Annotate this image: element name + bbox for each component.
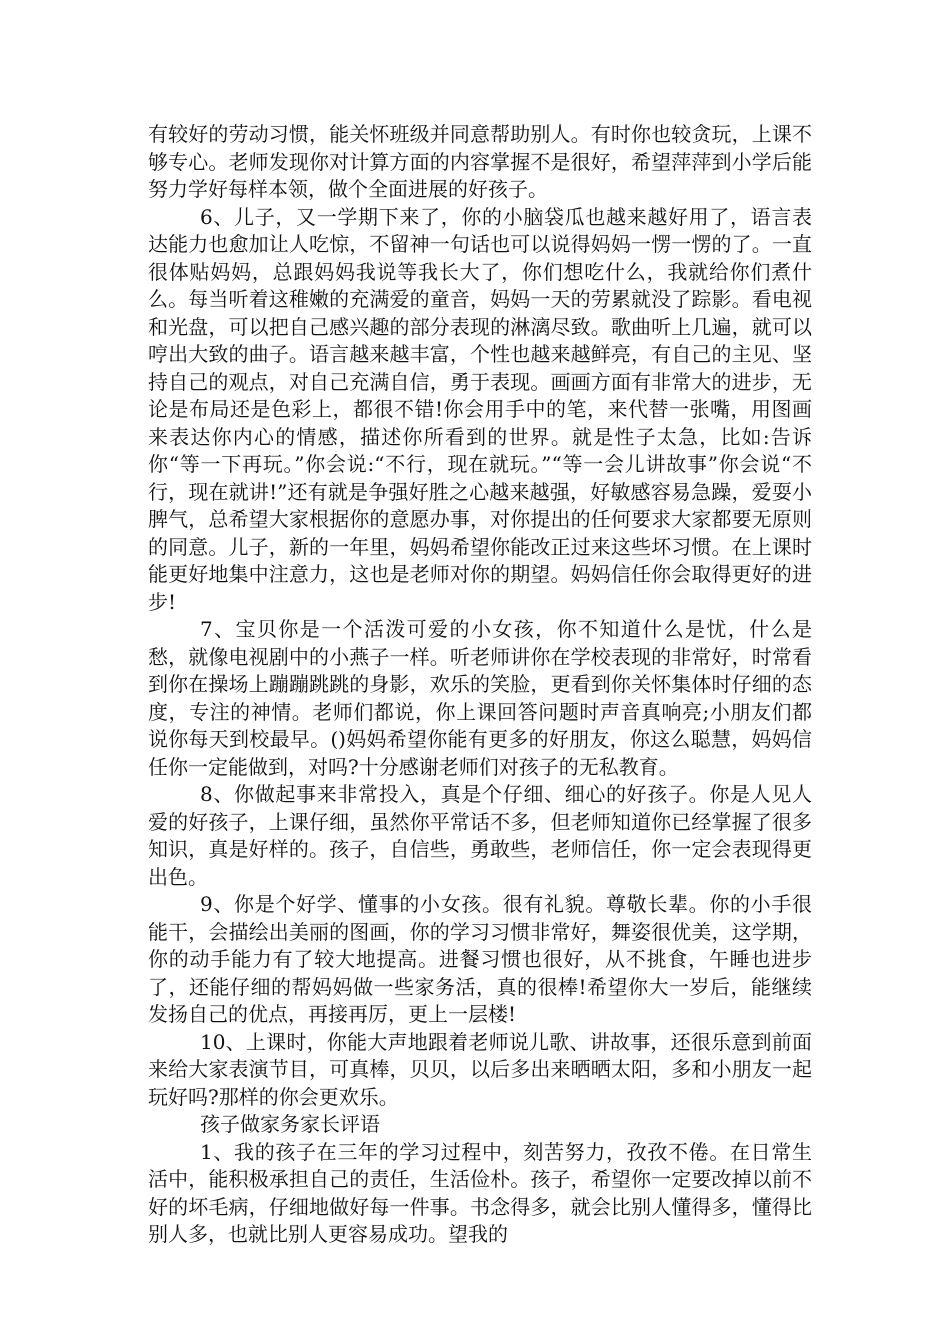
paragraph-continuation: 有较好的劳动习惯，能关怀班级并同意帮助别人。有时你也较贪玩，上课不够专心。老师发现你对计算方面的内容掌握不是很好，希望萍萍到小学后能努力学好每样本领，做个全面进展的好孩子。 <box>148 122 812 201</box>
paragraph-comment-6: 6、儿子，又一学期下来了，你的小脑袋瓜也越来越好用了，语言表达能力也愈加让人吃惊，不留神一句话也可以说得妈妈一愣一愣的了。一直很体贴妈妈，总跟妈妈我说等我长大了，你们想吃什么，我就给你们煮什么。每当听着这稚嫩的充满爱的童音，妈妈一天的劳累就没了踪影。看电视和光盘，可以把自己感兴趣的部分表现的淋漓尽致。歌曲听上几遍，就可以哼出大致的曲子。语言越来越丰富，个性也越来越鲜亮，有自己的主见、坚持自己的观点，对自己充满自信，勇于表现。画画方面有非常大的进步，无论是布局还是色彩上，都很不错!你会用手中的笔，来代替一张嘴，用图画来表达你内心的情感，描述你所看到的世界。就是性子太急，比如:告诉你“等一下再玩。”你会说:“不行，现在就玩。”“等一会儿讲故事”你会说“不行，现在就讲!”还有就是争强好胜之心越来越强，好敏感容易急躁，爱耍小脾气，总希望大家根据你的意愿办事，对你提出的任何要求大家都要无原则的同意。儿子，新的一年里，妈妈希望你能改正过来这些坏习惯。在上课时能更好地集中注意力，这也是老师对你的期望。妈妈信任你会取得更好的进步! <box>148 204 812 614</box>
paragraph-chores-comment-1: 1、我的孩子在三年的学习过程中，刻苦努力，孜孜不倦。在日常生活中，能积极承担自己的责任，生活俭朴。孩子，希望你一定要改掉以前不好的坏毛病，仔细地做好每一件事。书念得多，就会比别人懂得多，懂得比别人多，也就比别人更容易成功。望我的 <box>148 1139 812 1246</box>
paragraph-comment-10: 10、上课时，你能大声地跟着老师说儿歌、讲故事，还很乐意到前面来给大家表演节目，可真棒，贝贝，以后多出来晒晒太阳，多和小朋友一起玩好吗?那样的你会更欢乐。 <box>148 1029 812 1109</box>
paragraph-comment-7: 7、宝贝你是一个活泼可爱的小女孩，你不知道什么是忧，什么是愁，就像电视剧中的小燕子一样。听老师讲你在学校表现的非常好，时常看到你在操场上蹦蹦跳跳的身影，欢乐的笑脸，更看到你关怀集体时仔细的态度，专注的神情。老师们都说，你上课回答问题时声音真响亮;小朋友们都说你每天到校最早。()妈妈希望你能有更多的好朋友，你这么聪慧，妈妈信任你一定能做到，对吗?十分感谢老师们对孩子的无私教育。 <box>148 617 812 779</box>
section-heading: 孩子做家务家长评语 <box>200 1112 380 1136</box>
document-body <box>148 121 812 1249</box>
paragraph-comment-9: 9、你是个好学、懂事的小女孩。很有礼貌。尊敬长辈。你的小手很能干，会描绘出美丽的图画，你的学习习惯非常好，舞姿很优美，这学期，你的动手能力有了较大地提高。进餐习惯也很好，从不挑食，午睡也进步了，还能仔细的帮妈妈做一些家务活，真的很棒!希望你大一岁后，能继续发扬自己的优点，再接再厉，更上一层楼! <box>148 892 812 1026</box>
paragraph-comment-8: 8、你做起事来非常投入，真是个仔细、细心的好孩子。你是人见人爱的好孩子，上课仔细，虽然你平常话不多，但老师知道你已经掌握了很多知识，真是好样的。孩子，自信些，勇敢些，老师信任，你一定会表现得更出色。 <box>148 782 812 889</box>
